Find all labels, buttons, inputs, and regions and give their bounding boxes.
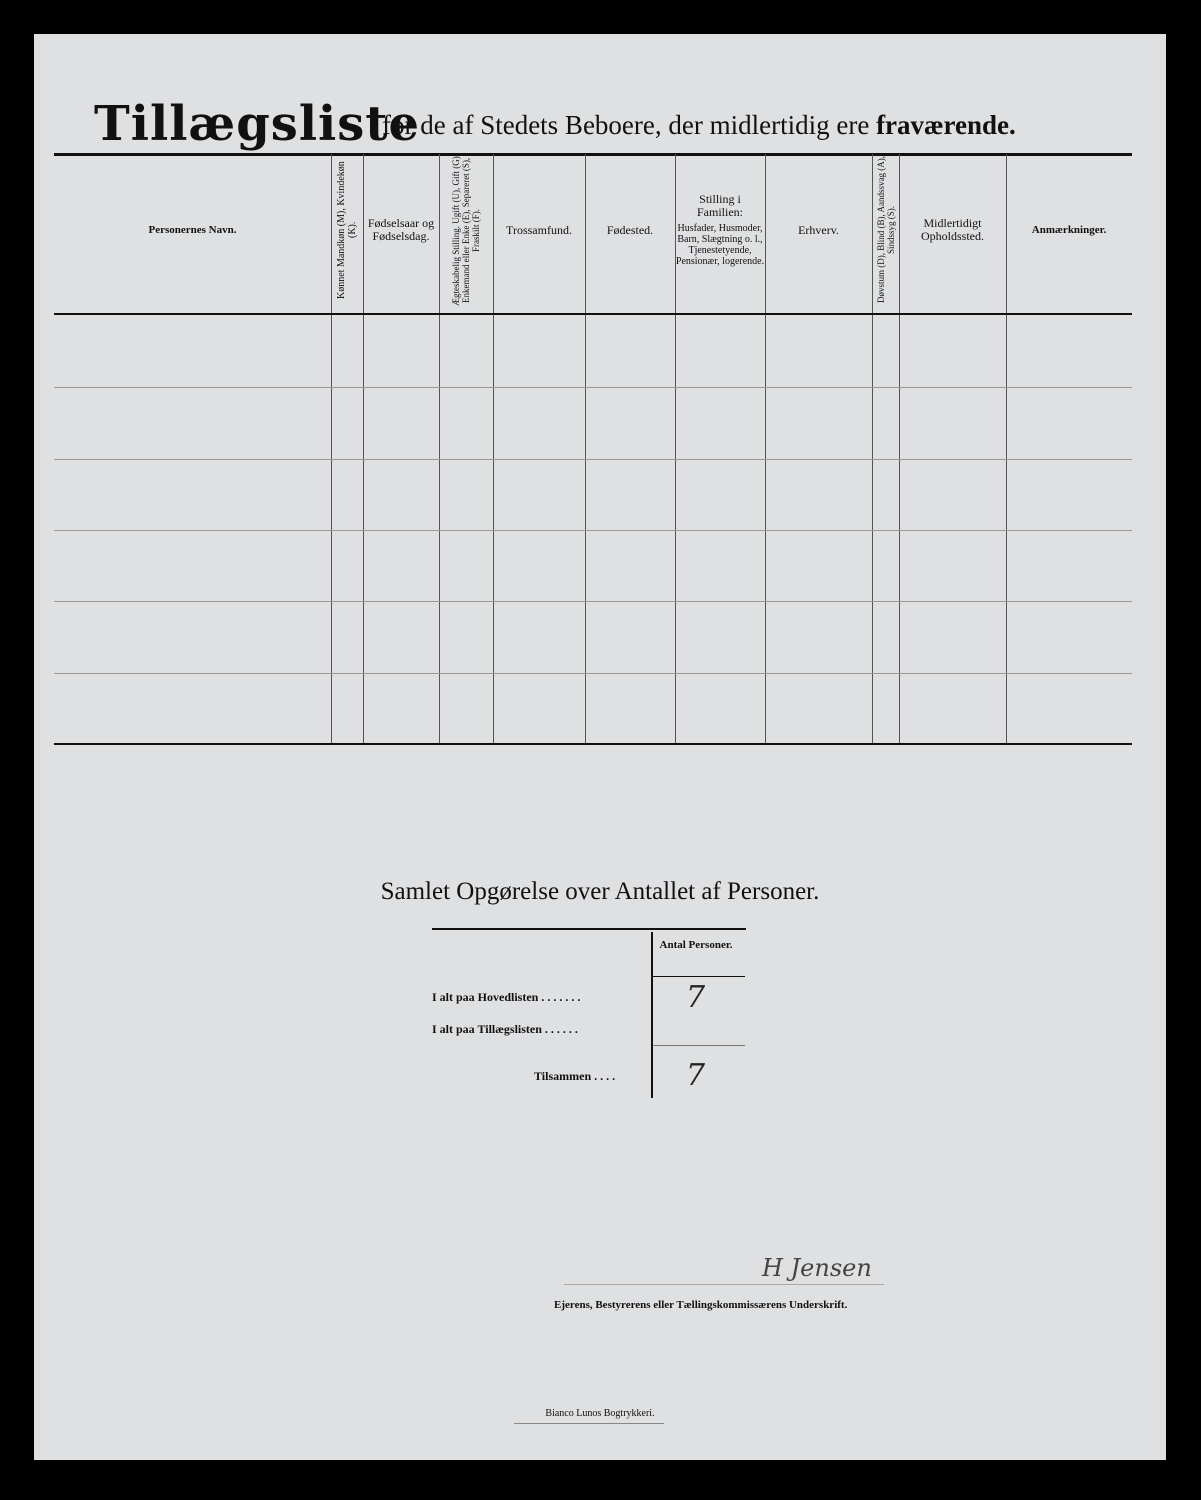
table-row-line (54, 459, 1132, 460)
header-name: Personernes Navn. (148, 223, 237, 236)
printer-imprint: Bianco Lunos Bogtrykkeri. (545, 1408, 655, 1419)
header-residence: Midlertidigt Opholdssted. (921, 216, 984, 243)
col-divider (675, 154, 676, 744)
summary-total-label: Tilsammen . . . . (534, 1069, 616, 1083)
title-main: Tillægsliste (94, 96, 421, 152)
summary-title: Samlet Opgørelse over Antallet af Personer. (380, 878, 820, 905)
header-birth: Fødselsaar og Fødselsdag. (367, 216, 435, 243)
title-subtitle (382, 110, 1016, 141)
table-row-line (54, 387, 1132, 388)
summary-col-header: Antal Personer. (659, 939, 733, 951)
title-subtitle-bold: fraværende. (876, 110, 1016, 140)
summary-row-label: I alt paa Hovedlisten . . . . . . . (432, 990, 581, 1004)
col-divider (765, 154, 766, 744)
summary-header-rule (653, 976, 745, 977)
summary-total-rule (653, 1045, 745, 1046)
census-form-page (34, 34, 1166, 1460)
summary-col-divider (651, 932, 653, 1098)
signature-caption: Ejerens, Bestyrerens eller Tællingskommissærens Underskrift. (554, 1299, 848, 1311)
table-row-line (54, 601, 1132, 602)
col-divider (493, 154, 494, 744)
summary-row-label: I alt paa Tillægslisten . . . . . . (432, 1022, 578, 1036)
summary-row-value: 7 (686, 980, 706, 1015)
table-row-line (54, 673, 1132, 674)
header-family-position: Stilling i Familien: Husfader, Husmoder, Barn, Slægtning o. l., Tjenestetyende, Pensionær, logerende. (675, 192, 765, 267)
table-bottom-rule (54, 743, 1132, 745)
printer-rule (514, 1423, 664, 1424)
col-divider (331, 154, 332, 744)
signature: H Jensen (762, 1254, 872, 1282)
col-divider (872, 154, 873, 744)
table-row-line (54, 530, 1132, 531)
header-marital: Ægteskabelig Stilling. Ugift (U), Gift (G), Enkemand eller Enke (E), Separeret (S), Fraskilt (F). (451, 154, 481, 306)
col-divider (439, 154, 440, 744)
header-disability: Døvstum (D), Blind (B), Aandssvag (A), Sindssyg (S). (875, 156, 896, 304)
header-sex: Kønnet Mandkøn (M), Kvindekøn (K). (336, 161, 358, 299)
title-subtitle-text: for de af Stedets Beboere, der midlertidig ere (382, 110, 870, 140)
signature-line (564, 1284, 884, 1285)
col-divider (585, 154, 586, 744)
form-title (94, 96, 1134, 156)
header-occupation: Erhverv. (798, 222, 839, 237)
header-birthplace: Fødested. (606, 222, 654, 237)
header-religion: Trossamfund. (506, 222, 572, 237)
header-remarks: Anmærkninger. (1031, 223, 1107, 236)
header-bottom-rule (54, 313, 1132, 315)
col-divider (899, 154, 900, 744)
col-divider (1006, 154, 1007, 744)
col-divider (363, 154, 364, 744)
summary-top-rule (432, 928, 746, 930)
summary-total-value: 7 (686, 1058, 706, 1093)
